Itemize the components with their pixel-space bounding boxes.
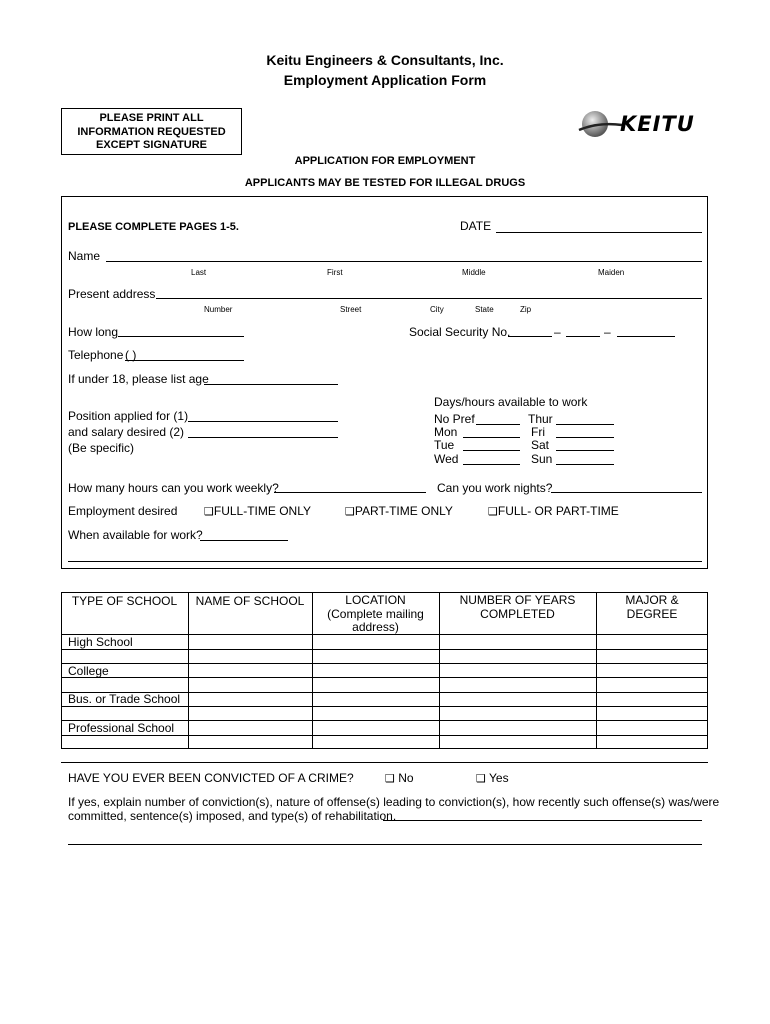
day-label: Sun (531, 452, 553, 466)
row-label: Professional School (68, 721, 175, 735)
full-or-part-option[interactable] (488, 504, 619, 518)
under-18-label: If under 18, please list age (68, 372, 209, 386)
day-label: Thur (528, 412, 553, 426)
crime-question: HAVE YOU EVER BEEN CONVICTED OF A CRIME? (68, 771, 354, 785)
name-sub-first: First (327, 268, 343, 277)
form-title: Employment Application Form (283, 72, 487, 88)
print-notice-box (61, 108, 242, 155)
age-field[interactable] (204, 384, 338, 385)
when-available-field[interactable] (200, 540, 288, 541)
day-label: Tue (434, 438, 455, 452)
day-field[interactable] (463, 464, 520, 465)
how-long-field[interactable] (118, 336, 244, 337)
header-name-of-school: NAME OF SCHOOL (195, 594, 305, 608)
address-sub-street: Street (340, 305, 362, 314)
when-available-extra-line[interactable] (68, 561, 702, 562)
table-rule (61, 706, 708, 707)
nights-field[interactable] (551, 492, 702, 493)
checkbox-icon[interactable]: ❑ (204, 505, 214, 518)
full-or-part-label: FULL- OR PART-TIME (497, 504, 619, 518)
address-sub-state: State (475, 305, 494, 314)
day-label: Mon (434, 425, 458, 439)
header-type-of-school: TYPE OF SCHOOL (71, 594, 178, 608)
full-time-label: FULL-TIME ONLY (213, 504, 311, 518)
day-field[interactable] (463, 437, 520, 438)
address-sub-city: City (430, 305, 444, 314)
position-label: Position applied for (1) (68, 409, 189, 423)
salary-label: and salary desired (2) (68, 425, 185, 439)
checkbox-icon[interactable]: ❑ (385, 772, 395, 785)
table-rule (61, 663, 708, 664)
full-time-option[interactable] (204, 504, 311, 518)
name-field[interactable] (106, 261, 702, 262)
ssn-field-3[interactable] (617, 336, 675, 337)
header-major: MAJOR & DEGREE (625, 593, 679, 621)
row-label: College (68, 664, 109, 678)
table-rule (61, 735, 708, 736)
ssn-field-1[interactable] (508, 336, 552, 337)
print-notice-line: INFORMATION REQUESTED (77, 125, 226, 138)
ssn-dash: – (604, 325, 611, 339)
header-years: NUMBER OF YEARS COMPLETED (459, 593, 576, 621)
day-label: Sat (531, 438, 550, 452)
telephone-label: Telephone (68, 348, 124, 362)
crime-no-option[interactable] (385, 771, 414, 785)
ssn-dash: – (554, 325, 561, 339)
part-time-option[interactable] (345, 504, 453, 518)
print-notice-line: PLEASE PRINT ALL (99, 112, 204, 124)
checkbox-icon[interactable]: ❑ (476, 772, 486, 785)
salary-field[interactable] (188, 437, 338, 438)
date-label: DATE (460, 219, 492, 233)
crime-yes-label: Yes (489, 771, 509, 785)
crime-explain-line-2: committed, sentence(s) imposed, and type(s) of rehabilitation. (68, 809, 397, 823)
crime-explain-field[interactable] (383, 820, 702, 821)
address-sub-zip: Zip (520, 305, 532, 314)
row-label: Bus. or Trade School (68, 692, 181, 706)
print-notice-line: EXCEPT SIGNATURE (95, 139, 208, 151)
day-label: Fri (531, 425, 545, 439)
ssn-field-2[interactable] (566, 336, 600, 337)
application-title: APPLICATION FOR EMPLOYMENT (294, 155, 476, 167)
section-rule (61, 762, 708, 763)
hours-weekly-field[interactable] (274, 492, 426, 493)
address-label: Present address (68, 287, 156, 301)
name-sub-maiden: Maiden (598, 268, 625, 277)
checkbox-icon[interactable]: ❑ (345, 505, 355, 518)
company-name: Keitu Engineers & Consultants, Inc. (266, 52, 504, 68)
row-label: High School (68, 635, 133, 649)
day-field[interactable] (556, 450, 614, 451)
part-time-label: PART-TIME ONLY (354, 504, 453, 518)
date-field[interactable] (496, 232, 702, 233)
day-field[interactable] (556, 437, 614, 438)
position-field[interactable] (188, 421, 338, 422)
table-divider (188, 592, 189, 749)
day-field[interactable] (463, 450, 520, 451)
day-field[interactable] (476, 424, 520, 425)
complete-pages-note: PLEASE COMPLETE PAGES 1-5. (68, 221, 239, 233)
crime-no-label: No (398, 771, 414, 785)
day-field[interactable] (556, 464, 614, 465)
crime-explain-extra-line[interactable] (68, 844, 702, 845)
name-sub-last: Last (191, 268, 207, 277)
how-long-label: How long (68, 325, 119, 339)
ssn-label: Social Security No. (409, 325, 511, 339)
hours-weekly-label: How many hours can you work weekly? (68, 481, 279, 495)
day-label: No Pref (434, 412, 475, 426)
telephone-field[interactable] (125, 360, 244, 361)
table-rule (61, 677, 708, 678)
name-label: Name (68, 249, 101, 263)
crime-explain-line-1: If yes, explain number of conviction(s), nature of offense(s) leading to conviction(s), how recently such offense(s) was/were (68, 795, 720, 809)
crime-yes-option[interactable] (476, 771, 509, 785)
logo-text: KEITU (620, 112, 695, 136)
checkbox-icon[interactable]: ❑ (488, 505, 498, 518)
when-available-label: When available for work? (68, 528, 203, 542)
days-available-title: Days/hours available to work (434, 395, 588, 409)
drug-notice: APPLICANTS MAY BE TESTED FOR ILLEGAL DRUGS (244, 177, 526, 189)
address-field[interactable] (156, 298, 702, 299)
nights-label: Can you work nights? (437, 481, 553, 495)
table-rule (61, 649, 708, 650)
name-sub-middle: Middle (462, 268, 486, 277)
be-specific-note: (Be specific) (68, 441, 135, 455)
day-field[interactable] (556, 424, 614, 425)
day-label: Wed (434, 452, 459, 466)
header-location: LOCATION (Complete mailing address) (327, 593, 424, 634)
employment-desired-label: Employment desired (68, 504, 178, 518)
address-sub-number: Number (204, 305, 233, 314)
telephone-area-code: ( ) (125, 348, 137, 362)
